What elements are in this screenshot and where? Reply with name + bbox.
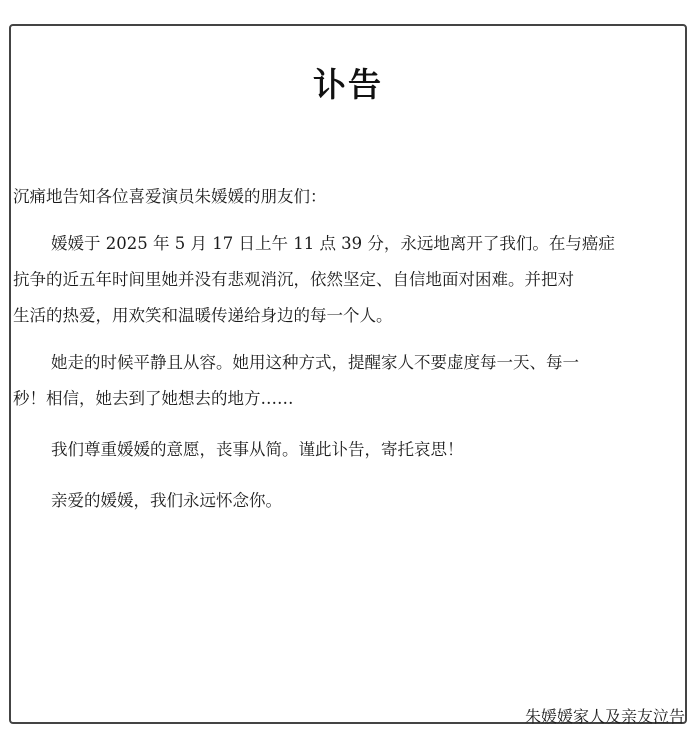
notice-title: 讣告 bbox=[313, 65, 383, 104]
paragraph-2-line-1: 她走的时候平静且从容。她用这种方式，提醒家人不要虚度每一天、每一 bbox=[51, 353, 579, 372]
notice-document bbox=[9, 24, 687, 724]
salutation-line: 沉痛地告知各位喜爱演员朱媛媛的朋友们： bbox=[13, 187, 327, 206]
paragraph-3: 我们尊重媛媛的意愿，丧事从简。谨此讣告，寄托哀思！ bbox=[51, 440, 464, 459]
paragraph-1-line-1: 媛媛于 2025 年 5 月 17 日上午 11 点 39 分，永远地离开了我们。在与癌症 bbox=[51, 234, 615, 253]
paragraph-1-line-2: 抗争的近五年时间里她并没有悲观消沉，依然坚定、自信地面对困难。并把对 bbox=[13, 270, 574, 289]
signature: 朱媛媛家人及亲友泣告 bbox=[524, 707, 685, 726]
paragraph-1-line-3: 生活的热爱，用欢笑和温暖传递给身边的每一个人。 bbox=[13, 306, 393, 325]
paragraph-2-line-2: 秒！相信，她去到了她想去的地方…… bbox=[13, 389, 294, 408]
paragraph-4: 亲爱的媛媛，我们永远怀念你。 bbox=[51, 491, 282, 510]
